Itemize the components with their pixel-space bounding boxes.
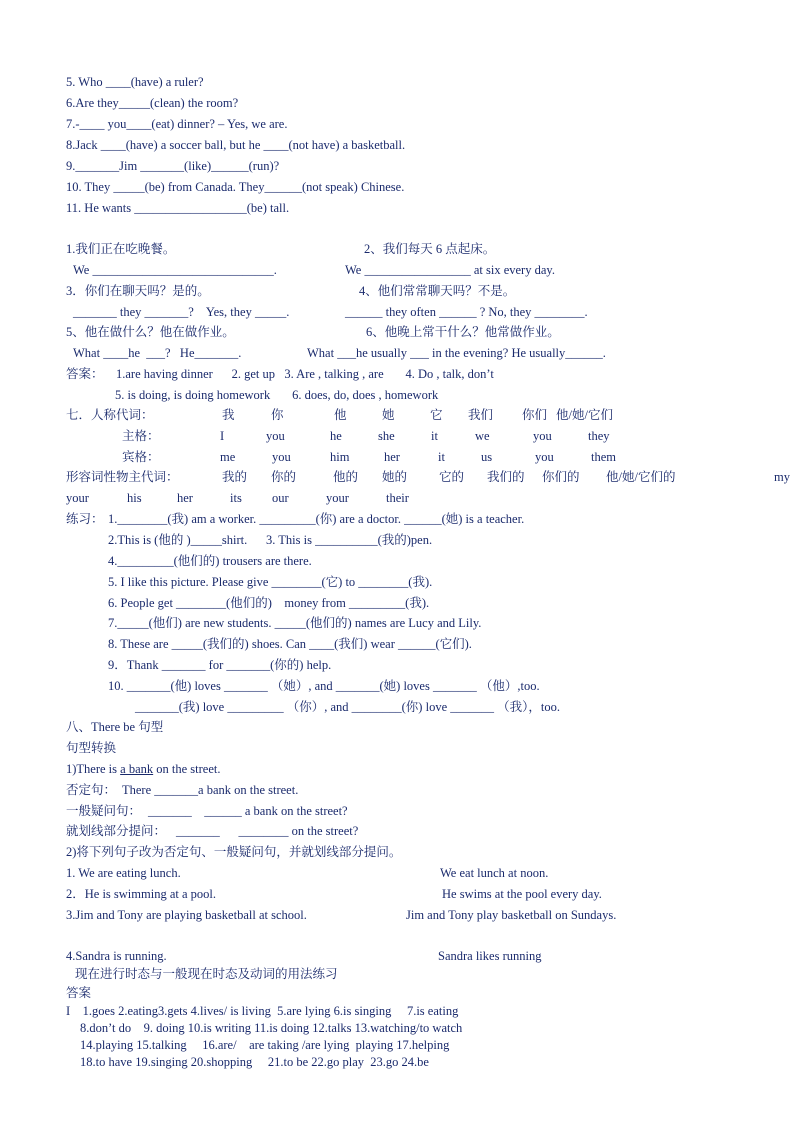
practice-item: 8. These are _____(我们的) shoes. Can ____(我们) wear ______(它们). [108,637,472,651]
object-pronoun: us [481,450,493,464]
practice-item: 1.________(我) am a worker. _________(你) are a doctor. ______(她) is a teacher. [108,512,525,526]
practice-item: 4._________(他们的) trousers are there. [108,554,312,568]
translation-q4-cn: 4、他们常常聊天吗？不是。 [359,284,516,298]
subject-pronoun: we [475,429,490,443]
answer-text-2: 5. is doing, is doing homework 6. does, do, does , homework [115,388,439,402]
possessive-header: 你们的 [542,470,580,484]
object-label: 宾格： [122,450,160,464]
negative-label: 否定句： [66,783,117,797]
possessive-pronoun: its [230,491,242,505]
practice-item: 9．Thank _______ for _______(你的) help. [108,658,332,672]
pronoun-header: 他/她/它们 [556,408,613,422]
question-text: _______ ______ a bank on the street? [148,804,348,818]
exercise-line-9: 9._______Jim _______(like)______(run)? [66,159,280,173]
possessive-header: 你的 [271,470,297,484]
practice-item: 7._____(他们) are new students. _____(他们的) names are Lucy and Lily. [108,616,482,630]
possessive-header: 我们的 [487,470,525,484]
possessive-header: 我的 [222,470,248,484]
pronoun-header: 你 [271,408,284,422]
pronoun-header: 我 [222,408,235,422]
object-pronoun: you [272,450,291,464]
exercise-line-11: 11. He wants __________________(be) tall. [66,201,290,215]
object-pronoun: it [438,450,445,464]
subject-pronoun: he [330,429,342,443]
translation-q2-en: We _________________ at six every day. [345,263,555,277]
pronoun-header: 他 [334,408,347,422]
possessive-title: 形容词性物主代词： [66,470,179,484]
sentence: 3.Jim and Tony are playing basketball at school. [66,908,307,922]
practice-item: 6. People get ________(他们的) money from _________(我). [108,596,430,610]
sentence: Jim and Tony play basketball on Sundays. [406,908,617,922]
pronoun-header: 她 [382,408,395,422]
final-answer-label: 答案 [66,986,92,1000]
pronoun-header: 我们 [468,408,494,422]
subject-label: 主格： [122,429,160,443]
object-pronoun: him [330,450,350,464]
possessive-pronoun: your [326,491,349,505]
pronoun-header: 你们 [522,408,548,422]
possessive-pronoun: their [386,491,409,505]
practice-item: _______(我) love _________ （你）, and ________(你) love _______ （我），too. [135,700,560,714]
pronoun-header: 它 [430,408,443,422]
subject-pronoun: they [588,429,610,443]
there-be-subtitle: 句型转换 [66,741,117,755]
example-prefix: 1)There is [66,762,121,776]
answer-text-1: 1.are having dinner 2. get up 3. Are , talking , are 4. Do , talk, don’t [116,367,494,381]
possessive-header: 它的 [439,470,465,484]
practice-item: 5. I like this picture. Please give ________(它) to ________(我). [108,575,433,589]
object-pronoun: her [384,450,400,464]
subject-pronoun: I [220,429,225,443]
question-label: 一般疑问句： [66,804,142,818]
example-underlined: a bank [120,762,154,776]
subject-pronoun: she [378,429,395,443]
object-pronoun: them [591,450,616,464]
possessive-header: 他/她/它们的 [606,470,676,484]
possessive-pronoun: our [272,491,289,505]
sentence: 2．He is swimming at a pool. [66,887,216,901]
object-pronoun: me [220,450,236,464]
subject-pronoun: you [266,429,285,443]
exercise-line-5: 5. Who ____(have) a ruler? [66,75,204,89]
sentence: 1. We are eating lunch. [66,866,181,880]
pronoun-title: 七．人称代词： [66,408,154,422]
translation-q6-en: What ___he usually ___ in the evening? He usually______. [307,346,606,360]
subject-pronoun: it [431,429,438,443]
final-answer-line: I 1.goes 2.eating3.gets 4.lives/ is living 5.are lying 6.is singing 7.is eating [66,1004,459,1018]
possessive-pronoun: his [127,491,142,505]
object-pronoun: you [535,450,554,464]
final-answer-line: 14.playing 15.talking 16.are/ are taking /are lying playing 17.helping [80,1038,450,1052]
exercise-line-7: 7.-____ you____(eat) dinner? – Yes, we are. [66,117,288,131]
answer-label: 答案： [66,367,104,381]
possessive-pronoun: her [177,491,193,505]
exercise-line-8: 8.Jack ____(have) a soccer ball, but he ____(not have) a basketball. [66,138,406,152]
possessive-header: 她的 [382,470,408,484]
translation-q1-cn: 1.我们正在吃晚餐。 [66,242,176,256]
sentence: 4.Sandra is running. [66,949,167,963]
translation-q2-cn: 2、我们每天 6 点起床。 [364,242,496,256]
wh-question-text: _______ ________ on the street? [176,824,359,838]
practice-item: 2.This is (他的 )_____shirt. 3. This is __________(我的)pen. [108,533,433,547]
exercise-line-6: 6.Are they_____(clean) the room? [66,96,239,110]
sentence: He swims at the pool every day. [442,887,602,901]
sentence: Sandra likes running [438,949,542,963]
subject-pronoun: you [533,429,552,443]
translation-q3-cn: 3．你们在聊天吗？是的。 [66,284,210,298]
translation-q3-en: _______ they _______? Yes, they _____. [73,305,290,319]
wh-question-label: 就划线部分提问： [66,824,167,838]
example-suffix: on the street. [153,762,221,776]
final-answer-line: 18.to have 19.singing 20.shopping 21.to be 22.go play 23.go 24.be [80,1055,429,1069]
task-2-instruction: 2)将下列句子改为否定句、一般疑问句，并就划线部分提问。 [66,845,402,859]
translation-q1-en: We _____________________________. [73,263,277,277]
practice-label: 练习： [66,512,104,526]
possessive-pronoun: your [66,491,89,505]
translation-q5-cn: 5、他在做什么？他在做作业。 [66,325,235,339]
sentence: We eat lunch at noon. [440,866,549,880]
negative-text: There _______a bank on the street. [122,783,299,797]
there-be-title: 八、There be 句型 [66,720,164,734]
translation-q6-cn: 6、他晚上常干什么？他常做作业。 [366,325,560,339]
exercise-line-10: 10. They _____(be) from Canada. They______(not speak) Chinese. [66,180,405,194]
possessive-header: 他的 [333,470,359,484]
practice-item: 10. _______(他) loves _______ （她）, and _______(她) loves _______ （他）,too. [108,679,540,693]
final-answer-line: 8.don’t do 9. doing 10.is writing 11.is doing 12.talks 13.watching/to watch [80,1021,463,1035]
final-title: 现在进行时态与一般现在时态及动词的用法练习 [75,967,338,981]
translation-q5-en: What ____he ___? He_______. [73,346,242,360]
translation-q4-en: ______ they often ______ ? No, they ________. [345,305,588,319]
there-be-example [66,761,220,777]
possessive-pronoun: my [774,470,790,484]
